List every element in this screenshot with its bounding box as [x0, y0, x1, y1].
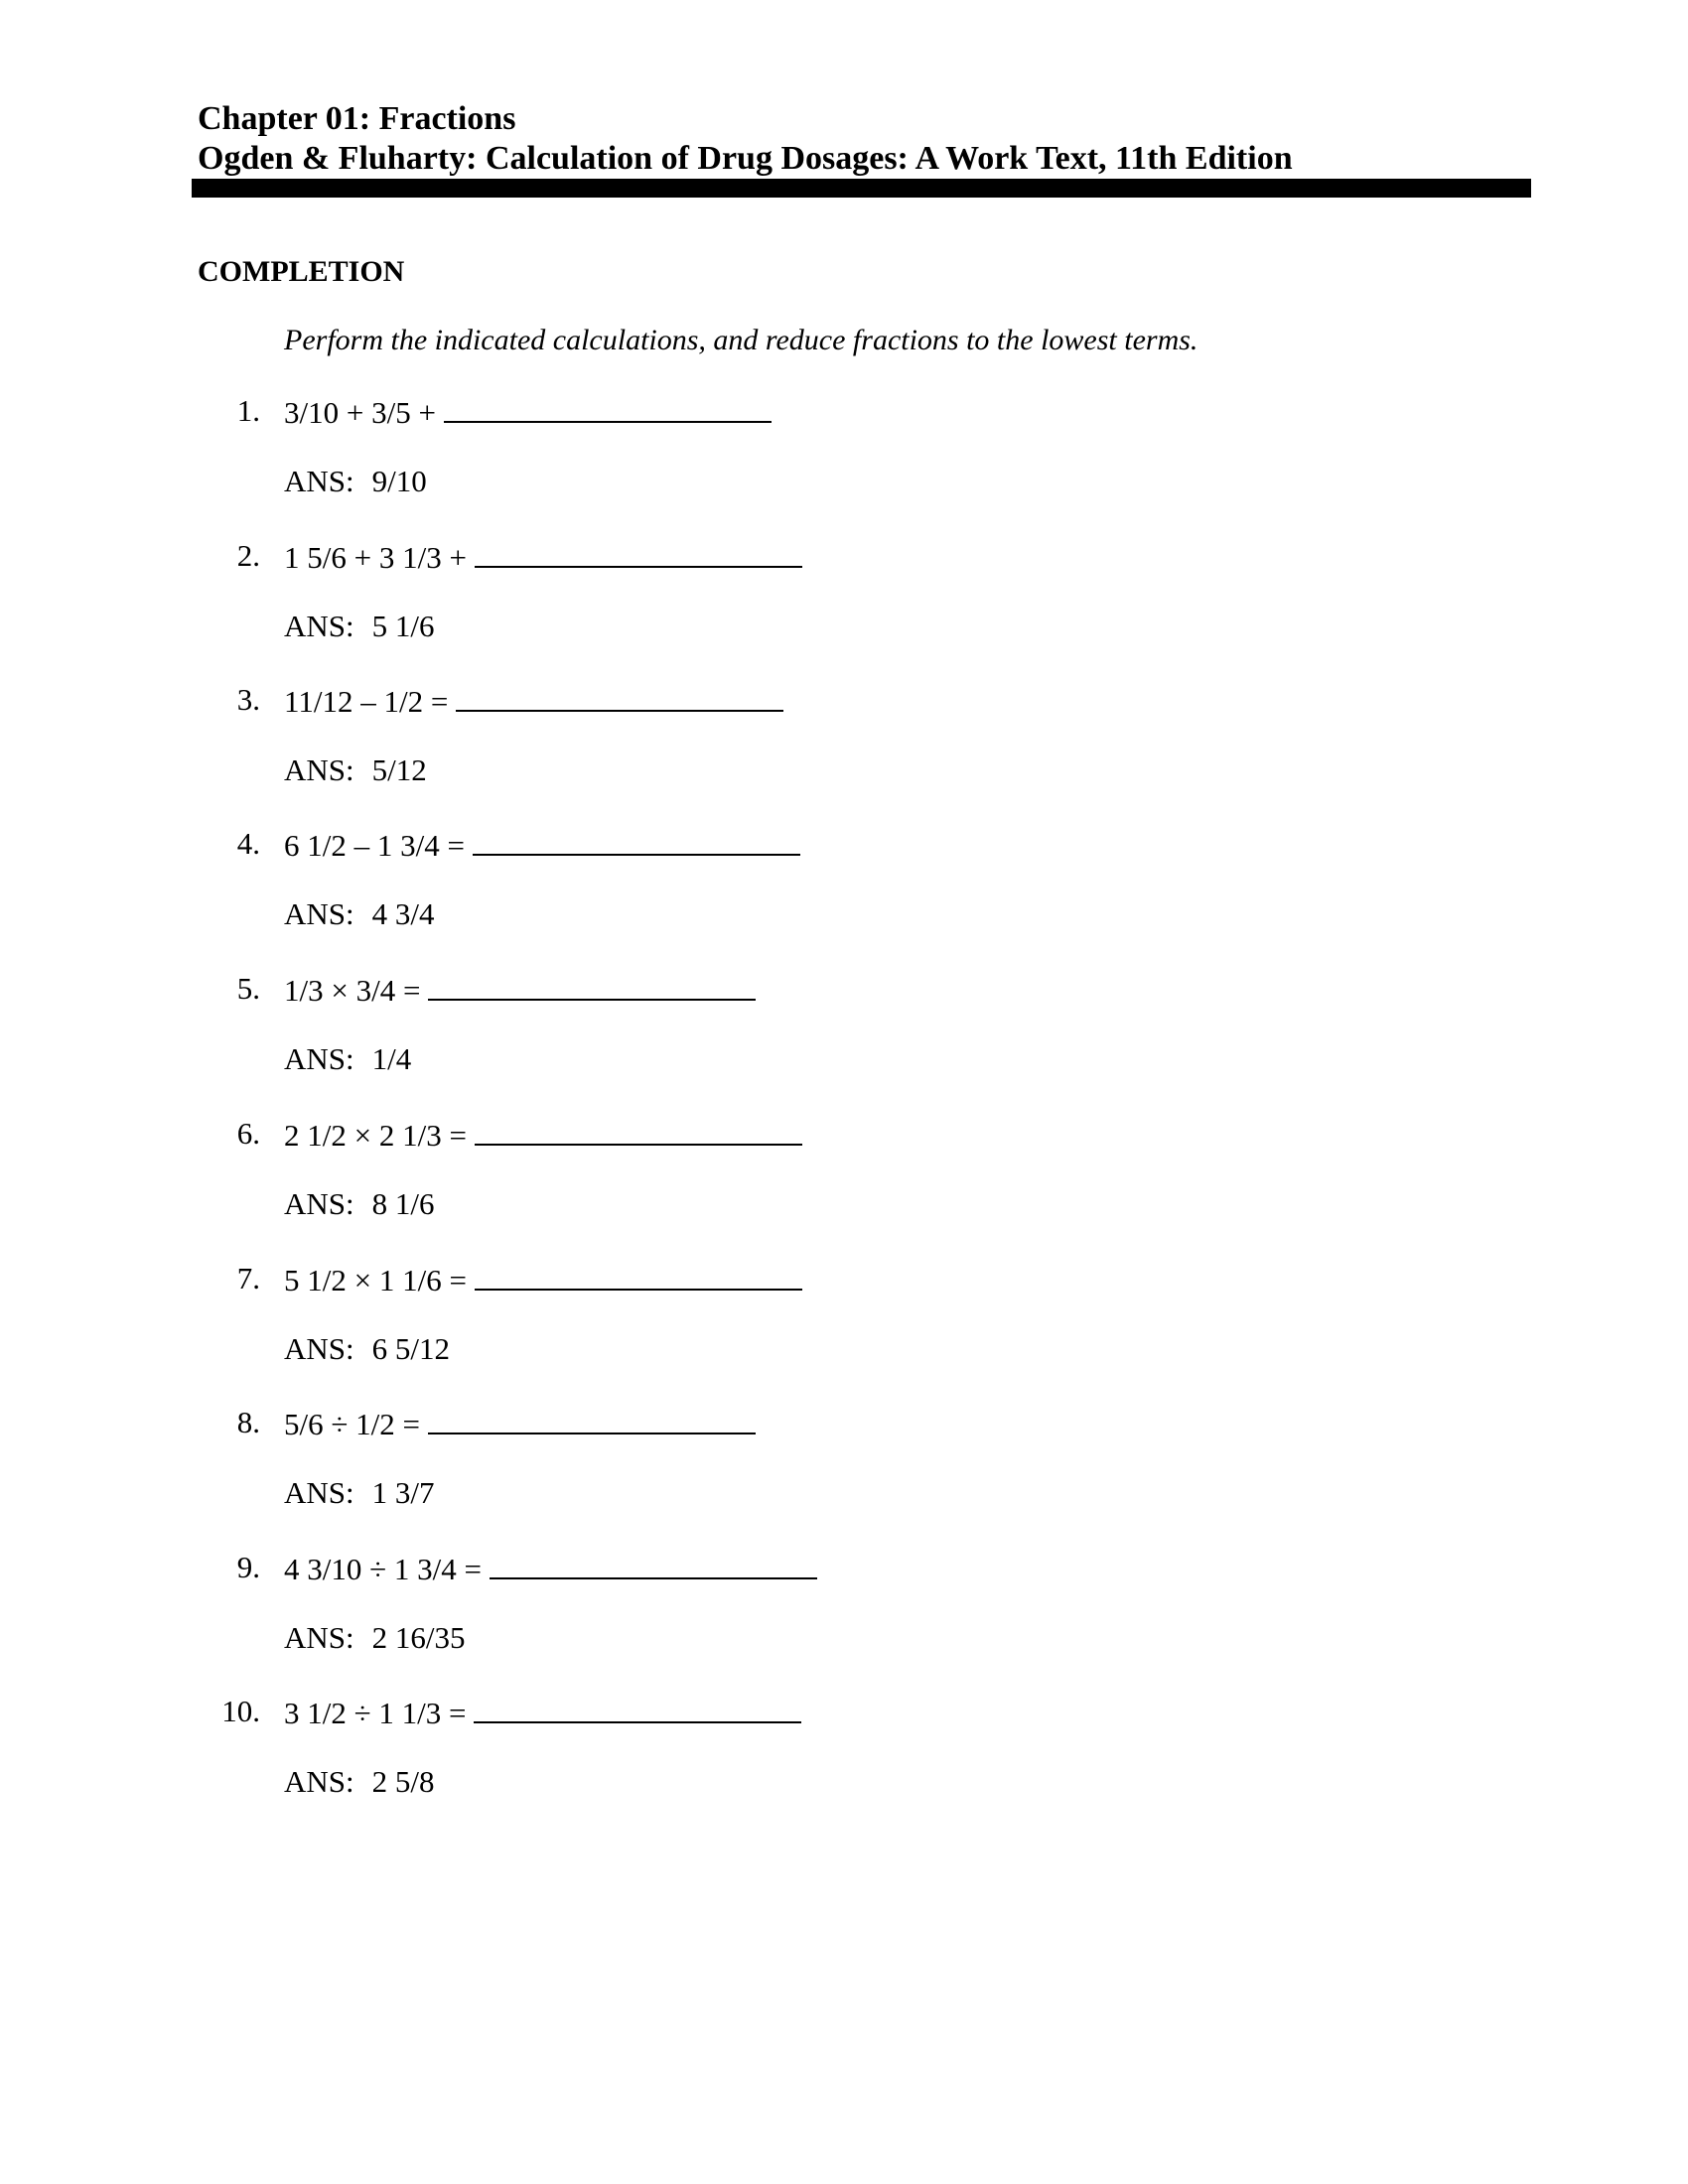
book-title: Ogden & Fluharty: Calculation of Drug Dosages: A Work Text, 11th Edition	[198, 140, 1293, 177]
answer-label: ANS:	[284, 1475, 354, 1510]
question-number: 10.	[221, 1694, 260, 1728]
answer-value: 1 3/7	[371, 1475, 435, 1510]
answer-value: 2 5/8	[371, 1764, 435, 1799]
chapter-title: Chapter 01: Fractions	[198, 100, 516, 137]
question-number: 5.	[236, 971, 260, 1006]
question-text: 4 3/10 ÷ 1 3/4 =	[284, 1552, 482, 1586]
answer-value: 5 1/6	[371, 609, 435, 643]
answer-blank	[475, 1114, 802, 1146]
question-item	[0, 824, 1192, 864]
answer-blank	[428, 969, 756, 1001]
question-item	[0, 1692, 1192, 1731]
answer-blank	[473, 824, 800, 856]
answer-line	[284, 1329, 450, 1369]
question-text: 6 1/2 – 1 3/4 =	[284, 828, 465, 863]
answer-value: 8 1/6	[371, 1186, 435, 1221]
question-item	[0, 1403, 1192, 1442]
question-item	[0, 1259, 1192, 1298]
answer-value: 5/12	[371, 752, 427, 787]
answer-line	[284, 1184, 435, 1224]
answer-label: ANS:	[284, 1764, 354, 1799]
answer-line	[284, 751, 427, 790]
answer-value: 6 5/12	[371, 1331, 451, 1366]
answer-blank	[444, 391, 772, 423]
question-item	[0, 536, 1192, 576]
header-rule	[192, 179, 1531, 198]
answer-blank	[474, 1692, 801, 1723]
question-number: 2.	[236, 538, 260, 573]
document-header	[198, 99, 1528, 179]
question-text: 3/10 + 3/5 +	[284, 395, 436, 430]
answer-line	[284, 462, 427, 501]
question-text: 5/6 ÷ 1/2 =	[284, 1407, 420, 1441]
answer-label: ANS:	[284, 609, 354, 643]
question-item	[0, 391, 1192, 431]
question-number: 4.	[236, 826, 260, 861]
question-number: 1.	[236, 393, 260, 428]
answer-blank	[456, 680, 783, 712]
answer-label: ANS:	[284, 896, 354, 931]
question-number: 7.	[236, 1261, 260, 1296]
answer-blank	[475, 536, 802, 568]
answer-blank	[475, 1259, 802, 1291]
answer-label: ANS:	[284, 1331, 354, 1366]
answer-value: 1/4	[371, 1041, 412, 1076]
answer-line	[284, 1473, 435, 1513]
question-item	[0, 1548, 1192, 1587]
answer-blank	[428, 1403, 756, 1434]
answer-value: 4 3/4	[371, 896, 435, 931]
instructions: Perform the indicated calculations, and reduce fractions to the lowest terms.	[284, 324, 1198, 356]
answer-label: ANS:	[284, 752, 354, 787]
answer-line	[284, 1762, 435, 1802]
question-text: 1 5/6 + 3 1/3 +	[284, 540, 467, 575]
question-text: 11/12 – 1/2 =	[284, 684, 449, 719]
question-text: 2 1/2 × 2 1/3 =	[284, 1118, 467, 1153]
section-title: COMPLETION	[198, 255, 405, 288]
question-number: 8.	[236, 1405, 260, 1439]
answer-blank	[490, 1548, 817, 1579]
question-item	[0, 1114, 1192, 1154]
question-item	[0, 969, 1192, 1009]
answer-line	[284, 894, 435, 934]
question-number: 3.	[236, 682, 260, 717]
answer-label: ANS:	[284, 1041, 354, 1076]
answer-line	[284, 1039, 411, 1079]
answer-label: ANS:	[284, 1620, 354, 1655]
question-text: 1/3 × 3/4 =	[284, 973, 421, 1008]
question-number: 9.	[236, 1550, 260, 1584]
question-item	[0, 680, 1192, 720]
answer-line	[284, 1618, 466, 1658]
answer-line	[284, 607, 435, 646]
answer-label: ANS:	[284, 1186, 354, 1221]
answer-value: 9/10	[371, 464, 427, 498]
answer-label: ANS:	[284, 464, 354, 498]
answer-value: 2 16/35	[371, 1620, 466, 1655]
question-number: 6.	[236, 1116, 260, 1151]
question-text: 3 1/2 ÷ 1 1/3 =	[284, 1696, 467, 1730]
question-text: 5 1/2 × 1 1/6 =	[284, 1263, 467, 1297]
